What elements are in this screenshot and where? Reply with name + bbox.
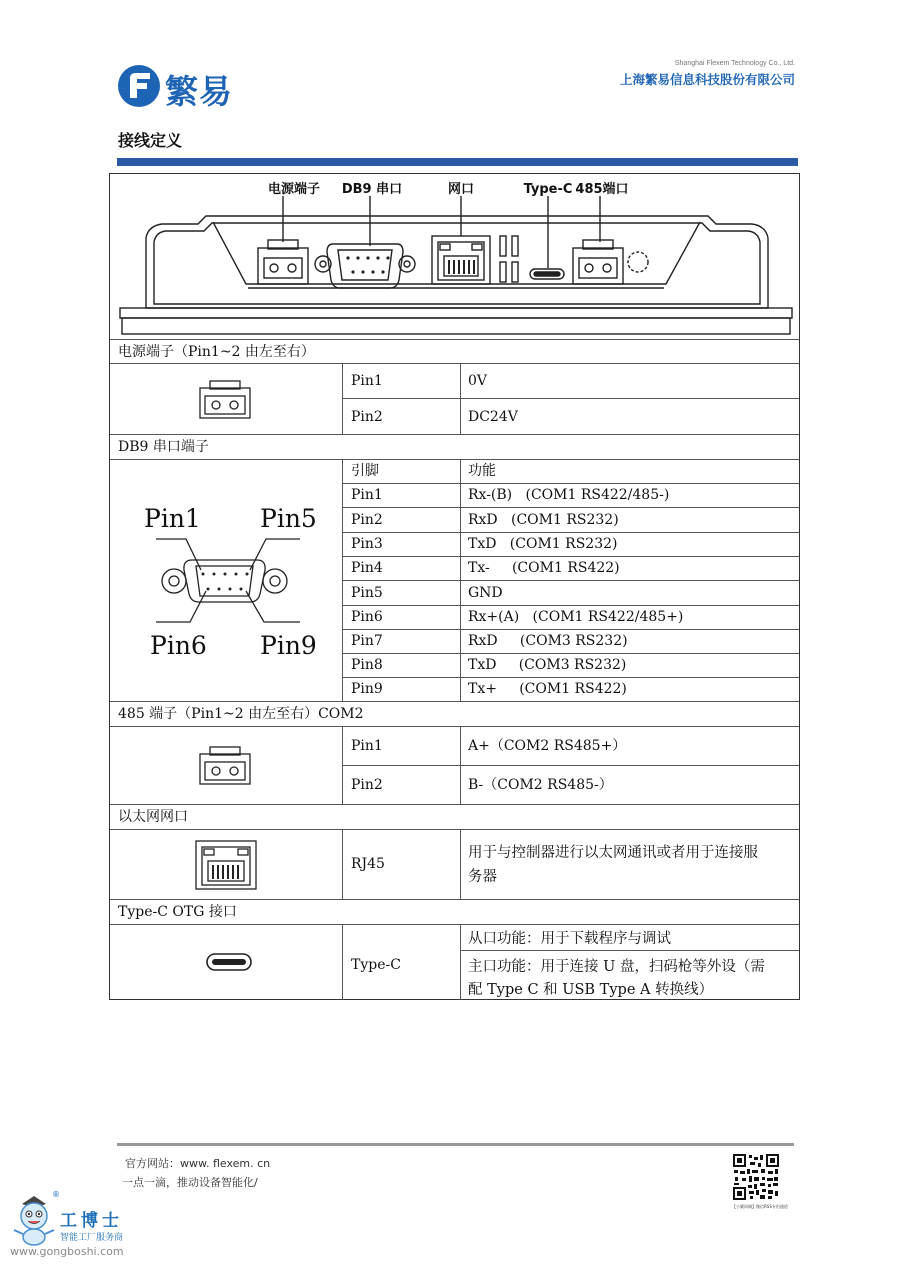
db9-section-title: DB9 串口端子 [118, 439, 209, 455]
db9-label-pin9: Pin9 [260, 631, 317, 660]
title-bar [117, 158, 798, 166]
power-pin1-func: 0V [468, 373, 488, 389]
db9-pin8: Pin8 [351, 657, 383, 673]
footer-slogan: 一点一滴，推动设备智能化/ [122, 1176, 258, 1189]
db9-pin8-func: TxD (COM3 RS232) [468, 657, 627, 673]
rs485-section-title: 485 端子（Pin1~2 由左至右）COM2 [118, 706, 364, 722]
rs485-pin1: Pin1 [351, 738, 383, 754]
panel-label-db9: DB9 串口 [341, 182, 403, 197]
db9-header-pin: 引脚 [351, 463, 379, 479]
db9-label-pin1: Pin1 [144, 504, 201, 533]
db9-connector-diagram [130, 494, 326, 664]
company-name-en: Shanghai Flexem Technology Co., Ltd. [674, 60, 795, 67]
db9-pin7: Pin7 [351, 633, 383, 649]
rj45-port-icon [194, 839, 258, 891]
db9-pin7-func: RxD (COM3 RS232) [468, 633, 628, 649]
rs485-pin2: Pin2 [351, 777, 383, 793]
db9-pin9-func: Tx+ (COM1 RS422) [468, 681, 627, 697]
power-pin2: Pin2 [351, 409, 383, 425]
db9-pin6: Pin6 [351, 609, 383, 625]
footer-website[interactable]: 官方网站：www. flexem. cn [125, 1157, 271, 1170]
ethernet-func-line1: 用于与控制器进行以太网通讯或者用于连接服 [468, 845, 758, 861]
power-pin2-func: DC24V [468, 409, 518, 425]
panel-label-power: 电源端子 [267, 182, 321, 197]
logo-text: 繁易 [165, 72, 233, 111]
ethernet-section-title: 以太网网口 [118, 809, 188, 825]
company-name-cn: 上海繁易信息科技股份有限公司 [619, 72, 795, 87]
db9-pin2-func: RxD (COM1 RS232) [468, 512, 619, 528]
panel-label-ethernet: 网口 [447, 182, 475, 197]
panel-label-485: 485端口 [575, 182, 629, 197]
watermark-url[interactable]: www.gongboshi.com [10, 1245, 124, 1258]
panel-label-typec: Type-C [523, 182, 573, 197]
db9-pin5: Pin5 [351, 585, 383, 601]
db9-pin3-func: TxD (COM1 RS232) [468, 536, 618, 552]
power-pin1: Pin1 [351, 373, 383, 389]
typec-func-host-line1: 主口功能：用于连接 U 盘，扫码枪等外设（需 [468, 959, 765, 975]
rs485-pin1-func: A+（COM2 RS485+） [468, 738, 627, 754]
device-bottom-panel-diagram [118, 176, 794, 338]
typec-port-icon [205, 951, 253, 973]
ethernet-func-line2: 务器 [468, 869, 497, 885]
db9-header-func: 功能 [468, 463, 496, 479]
db9-pin5-func: GND [468, 585, 503, 601]
db9-pin9: Pin9 [351, 681, 383, 697]
typec-func-host-line2: 配 Type C 和 USB Type A 转换线） [468, 982, 714, 998]
gongboshi-mascot-icon [8, 1192, 60, 1246]
qr-code-icon [732, 1153, 780, 1201]
db9-pin4-func: Tx- (COM1 RS422) [468, 560, 620, 576]
watermark-brand: 工博士 [60, 1211, 123, 1231]
watermark-tagline: 智能工厂服务商 [60, 1233, 124, 1243]
rs485-terminal-icon [198, 746, 252, 786]
flexem-logo-icon [117, 64, 161, 108]
typec-section-title: Type-C OTG 接口 [118, 904, 237, 920]
typec-port-name: Type-C [351, 957, 401, 973]
typec-func-slave: 从口功能：用于下载程序与调试 [468, 931, 671, 947]
power-section-title: 电源端子（Pin1~2 由左至右） [118, 344, 315, 360]
qr-caption: 【小繁同城】微信RSS专用通道 [732, 1204, 788, 1209]
db9-label-pin5: Pin5 [260, 504, 317, 533]
wiring-table [109, 173, 800, 1000]
section-title: 接线定义 [118, 131, 183, 150]
db9-pin6-func: Rx+(A) (COM1 RS422/485+) [468, 609, 684, 625]
registered-mark: ® [52, 1190, 60, 1199]
db9-label-pin6: Pin6 [150, 631, 207, 660]
db9-pin1-func: Rx-(B) (COM1 RS422/485-) [468, 487, 670, 503]
footer-divider [117, 1143, 794, 1146]
rs485-pin2-func: B-（COM2 RS485-） [468, 777, 613, 793]
power-terminal-icon [198, 380, 252, 420]
db9-pin2: Pin2 [351, 512, 383, 528]
db9-pin3: Pin3 [351, 536, 383, 552]
ethernet-port-name: RJ45 [351, 856, 385, 872]
db9-pin4: Pin4 [351, 560, 383, 576]
db9-pin1: Pin1 [351, 487, 383, 503]
